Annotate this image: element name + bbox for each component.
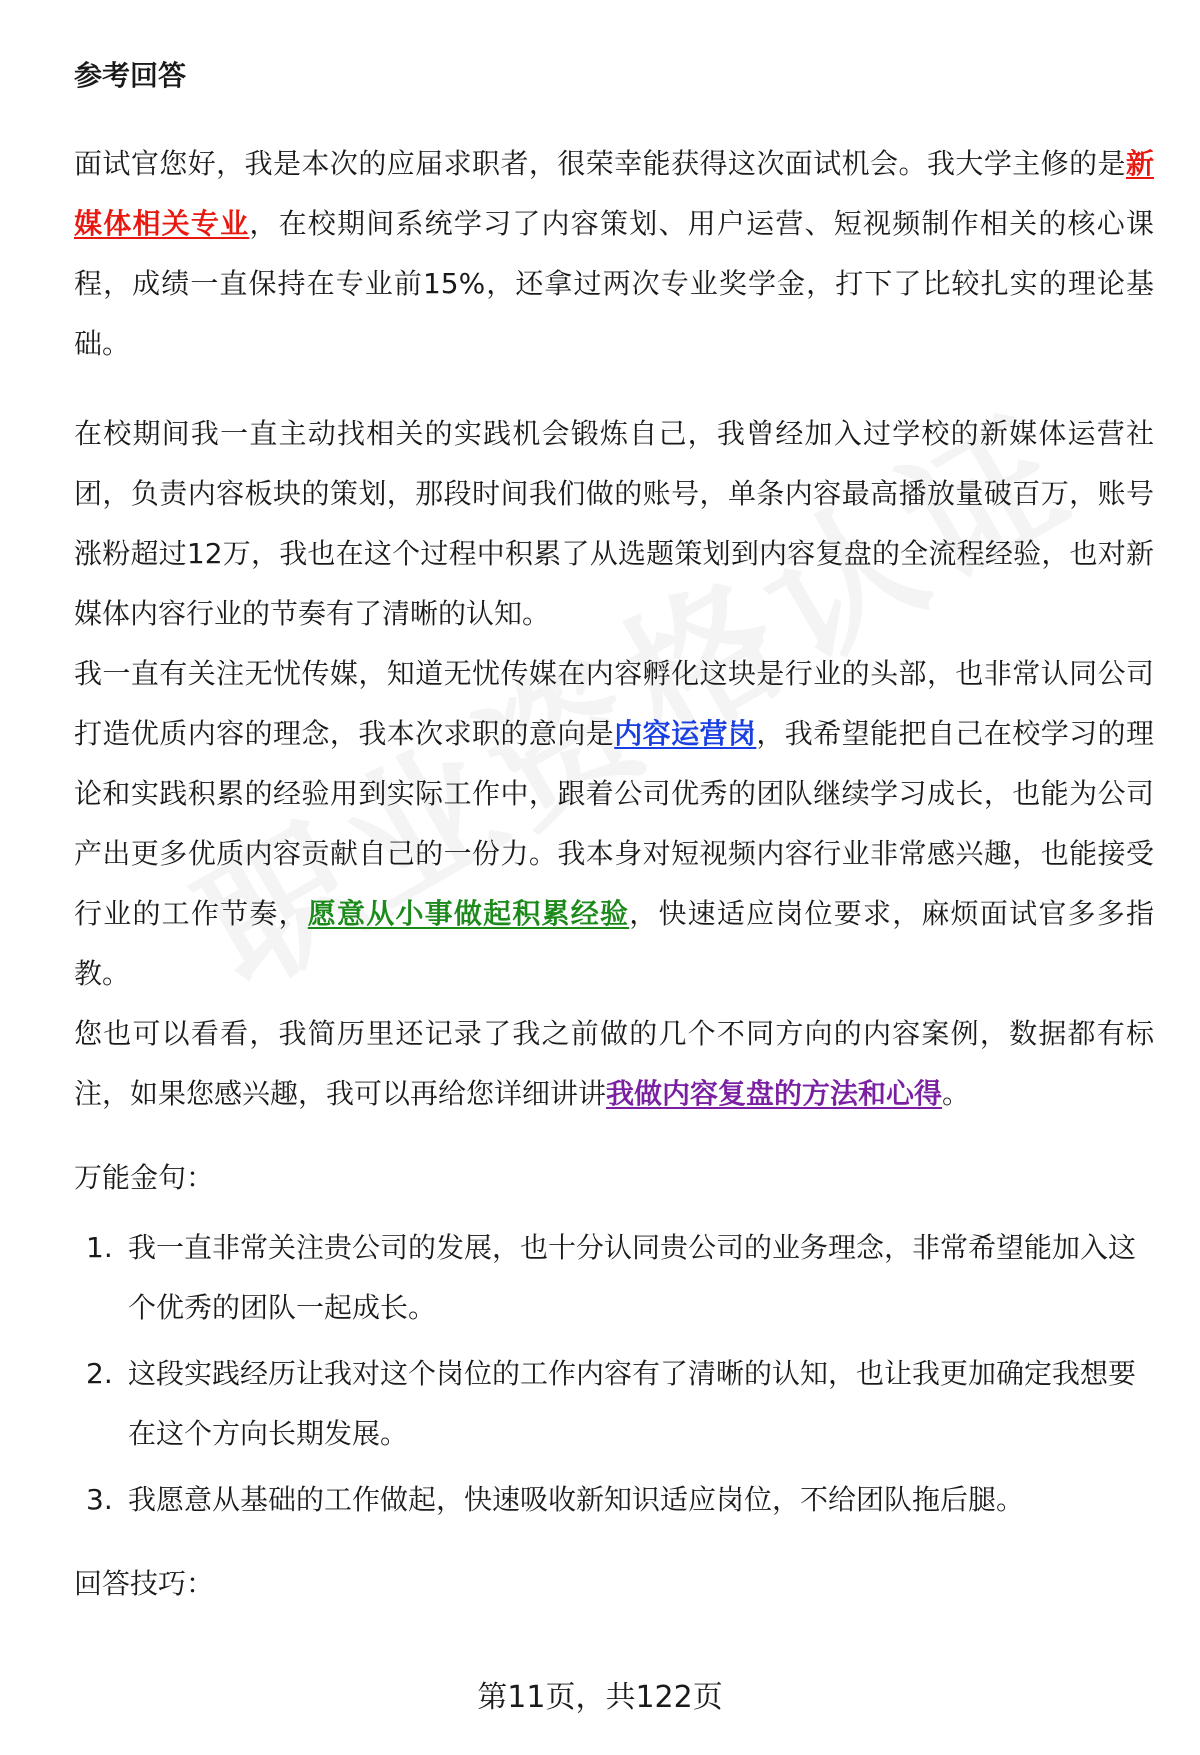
highlight-major: 新媒体相关专业 (74, 147, 1154, 240)
highlight-method: 我做内容复盘的方法和心得 (606, 1077, 943, 1110)
paragraph-text: ，在校期间系统学习了内容策划、用户运营、短视频制作相关的核心课程，成绩一直保持在专业前15%，还拿过两次专业奖学金，打下了比较扎实的理论基础。 (74, 207, 1154, 360)
list-item-text: 我一直非常关注贵公司的发展，也十分认同贵公司的业务理念，非常希望能加入这个优秀的团队一起成长。 (128, 1231, 1137, 1324)
golden-sentences-label: 万能金句： (74, 1161, 215, 1194)
paragraph-gap (74, 374, 1154, 404)
page-number: 第11页，共122页 (477, 1680, 723, 1715)
paragraph-practice: 在校期间我一直主动找相关的实践机会锻炼自己，我曾经加入过学校的新媒体运营社团，负责内容板块的策划，那段时间我们做的账号，单条内容最高播放量破百万，账号涨粉超过12万，我也在这个过程中积累了从选题策划到内容复盘的全流程经验，也对新媒体内容行业的节奏有了清晰的认知。 (74, 417, 1154, 630)
highlight-position: 内容运营岗 (614, 717, 757, 750)
paragraph-gap (74, 1530, 1154, 1564)
section-heading: 参考回答 (74, 59, 187, 92)
list-item (74, 1344, 1154, 1464)
answer-tips-label: 回答技巧： (74, 1567, 215, 1600)
list-item-number: 1. (86, 1231, 113, 1264)
paragraph-text: 我一直有关注无忧传媒，知道无忧传媒在内容孵化这块是行业的头部，也非常认同公司打造优质内容的理念，我本次求职的意向是 (74, 657, 1154, 750)
paragraph-text: 。 (942, 1077, 971, 1110)
paragraph-cases (74, 1004, 1154, 1124)
list-item-number: 2. (86, 1357, 113, 1390)
list-item-number: 3. (86, 1483, 113, 1516)
document-content (74, 56, 1154, 1604)
paragraph-text: 面试官您好，我是本次的应届求职者，很荣幸能获得这次面试机会。我大学主修的是 (74, 147, 1126, 180)
paragraph-text: ，我希望能把自己在校学习的理论和实践积累的经验用到实际工作中，跟着公司优秀的团队继续学习成长，也能为公司产出更多优质内容贡献自己的一份力。我本身对短视频内容行业非常感兴趣，也能接受行业的工作节奏， (74, 717, 1154, 930)
list-item-text: 我愿意从基础的工作做起，快速吸收新知识适应岗位，不给团队拖后腿。 (128, 1483, 1025, 1516)
paragraph-education (74, 134, 1154, 374)
list-item-text: 这段实践经历让我对这个岗位的工作内容有了清晰的认知，也让我更加确定我想要在这个方向长期发展。 (128, 1357, 1137, 1450)
paragraph-intention (74, 644, 1154, 1004)
golden-sentences-list (74, 1218, 1154, 1530)
paragraph-text: ，快速适应岗位要求，麻烦面试官多多指教。 (74, 897, 1154, 990)
paragraph-text: 您也可以看看，我简历里还记录了我之前做的几个不同方向的内容案例，数据都有标注，如果您感兴趣，我可以再给您详细讲讲 (74, 1017, 1154, 1110)
paragraph-gap (74, 1124, 1154, 1158)
list-item (74, 1218, 1154, 1338)
list-item (74, 1470, 1154, 1530)
highlight-attitude: 愿意从小事做起积累经验 (307, 897, 630, 930)
